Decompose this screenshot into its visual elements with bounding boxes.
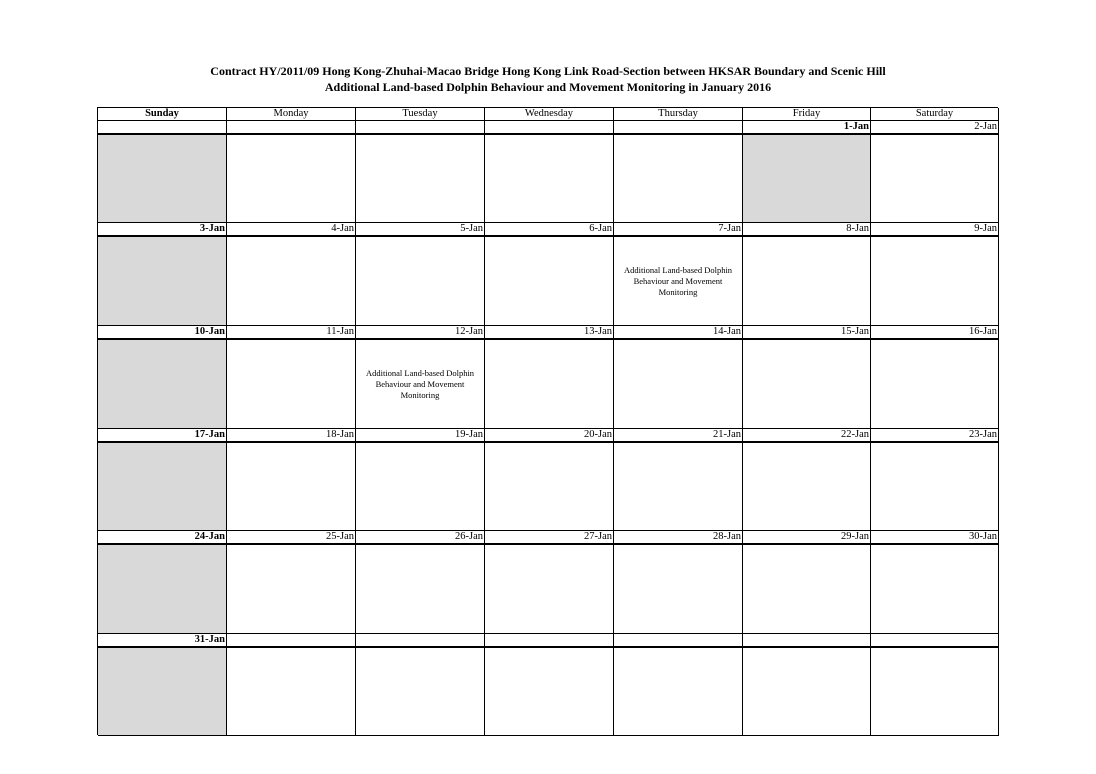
- day-cell[interactable]: [614, 648, 743, 736]
- date-label: 24-Jan: [98, 531, 227, 545]
- day-cell[interactable]: [614, 340, 743, 429]
- day-cell[interactable]: [356, 443, 485, 531]
- day-cell[interactable]: [485, 340, 614, 429]
- date-label: 5-Jan: [356, 223, 485, 237]
- day-cell[interactable]: [485, 237, 614, 326]
- date-label: 17-Jan: [98, 429, 227, 443]
- day-cell[interactable]: [356, 545, 485, 634]
- date-label: 21-Jan: [614, 429, 743, 443]
- day-cell[interactable]: [871, 648, 999, 736]
- day-cell[interactable]: [356, 135, 485, 223]
- day-cell[interactable]: [871, 545, 999, 634]
- day-cell[interactable]: [485, 648, 614, 736]
- date-label: 3-Jan: [98, 223, 227, 237]
- day-cell[interactable]: [98, 443, 227, 531]
- day-cell[interactable]: [871, 135, 999, 223]
- day-cell[interactable]: [614, 237, 743, 326]
- day-cell[interactable]: [98, 545, 227, 634]
- date-label: 7-Jan: [614, 223, 743, 237]
- date-label: [356, 634, 485, 648]
- date-label: 6-Jan: [485, 223, 614, 237]
- date-label: 26-Jan: [356, 531, 485, 545]
- day-cell[interactable]: [485, 135, 614, 223]
- day-cell[interactable]: [227, 135, 356, 223]
- date-label: 27-Jan: [485, 531, 614, 545]
- day-cell[interactable]: [871, 340, 999, 429]
- calendar-grid: [97, 107, 998, 735]
- date-label: 28-Jan: [614, 531, 743, 545]
- event-label: Additional Land-based Dolphin Behaviour and Movement Monitoring: [623, 265, 733, 297]
- day-cell[interactable]: [485, 545, 614, 634]
- day-cell[interactable]: [227, 340, 356, 429]
- date-label: [98, 121, 227, 135]
- day-cell[interactable]: [614, 545, 743, 634]
- day-header-friday: Friday: [743, 108, 871, 121]
- day-header-thursday: Thursday: [614, 108, 743, 121]
- date-label: 14-Jan: [614, 326, 743, 340]
- date-label: [743, 634, 871, 648]
- date-label: 30-Jan: [871, 531, 999, 545]
- day-cell[interactable]: [743, 340, 871, 429]
- title-line-1: Contract HY/2011/09 Hong Kong-Zhuhai-Macao Bridge Hong Kong Link Road-Section between HKSAR Boundary and Scenic Hill: [210, 64, 886, 78]
- event-label: Additional Land-based Dolphin Behaviour and Movement Monitoring: [365, 368, 475, 400]
- day-cell[interactable]: [614, 135, 743, 223]
- day-header-tuesday: Tuesday: [356, 108, 485, 121]
- day-cell[interactable]: [356, 237, 485, 326]
- date-label: [485, 634, 614, 648]
- day-cell[interactable]: [871, 443, 999, 531]
- day-cell[interactable]: [98, 340, 227, 429]
- day-cell[interactable]: [227, 443, 356, 531]
- date-label: 12-Jan: [356, 326, 485, 340]
- date-label: [614, 121, 743, 135]
- day-cell[interactable]: [743, 545, 871, 634]
- day-cell[interactable]: [743, 237, 871, 326]
- day-cell[interactable]: [98, 237, 227, 326]
- date-label: 10-Jan: [98, 326, 227, 340]
- date-label: 13-Jan: [485, 326, 614, 340]
- title-line-2: Additional Land-based Dolphin Behaviour and Movement Monitoring in January 2016: [324, 80, 772, 94]
- date-label: 8-Jan: [743, 223, 871, 237]
- date-label: 19-Jan: [356, 429, 485, 443]
- day-cell[interactable]: [743, 443, 871, 531]
- date-label: 15-Jan: [743, 326, 871, 340]
- day-cell[interactable]: [98, 648, 227, 736]
- date-label: [227, 634, 356, 648]
- page-title: [0, 63, 1096, 95]
- day-cell[interactable]: [227, 237, 356, 326]
- date-label: [227, 121, 356, 135]
- day-cell[interactable]: [743, 135, 871, 223]
- day-cell[interactable]: [227, 545, 356, 634]
- date-label: 31-Jan: [98, 634, 227, 648]
- day-header-wednesday: Wednesday: [485, 108, 614, 121]
- day-header-saturday: Saturday: [871, 108, 999, 121]
- date-label: [356, 121, 485, 135]
- date-label: [485, 121, 614, 135]
- day-cell[interactable]: [227, 648, 356, 736]
- day-header-sunday: Sunday: [98, 108, 227, 121]
- day-cell[interactable]: [98, 135, 227, 223]
- day-cell[interactable]: [356, 648, 485, 736]
- date-label: 11-Jan: [227, 326, 356, 340]
- date-label: [871, 634, 999, 648]
- date-label: 16-Jan: [871, 326, 999, 340]
- date-label: 22-Jan: [743, 429, 871, 443]
- date-label: [614, 634, 743, 648]
- date-label: 2-Jan: [871, 121, 999, 135]
- day-cell[interactable]: [356, 340, 485, 429]
- day-cell[interactable]: [614, 443, 743, 531]
- day-cell[interactable]: [871, 237, 999, 326]
- day-cell[interactable]: [743, 648, 871, 736]
- date-label: 23-Jan: [871, 429, 999, 443]
- day-cell[interactable]: [485, 443, 614, 531]
- day-header-monday: Monday: [227, 108, 356, 121]
- date-label: 4-Jan: [227, 223, 356, 237]
- date-label: 1-Jan: [743, 121, 871, 135]
- date-label: 9-Jan: [871, 223, 999, 237]
- date-label: 29-Jan: [743, 531, 871, 545]
- date-label: 20-Jan: [485, 429, 614, 443]
- date-label: 18-Jan: [227, 429, 356, 443]
- date-label: 25-Jan: [227, 531, 356, 545]
